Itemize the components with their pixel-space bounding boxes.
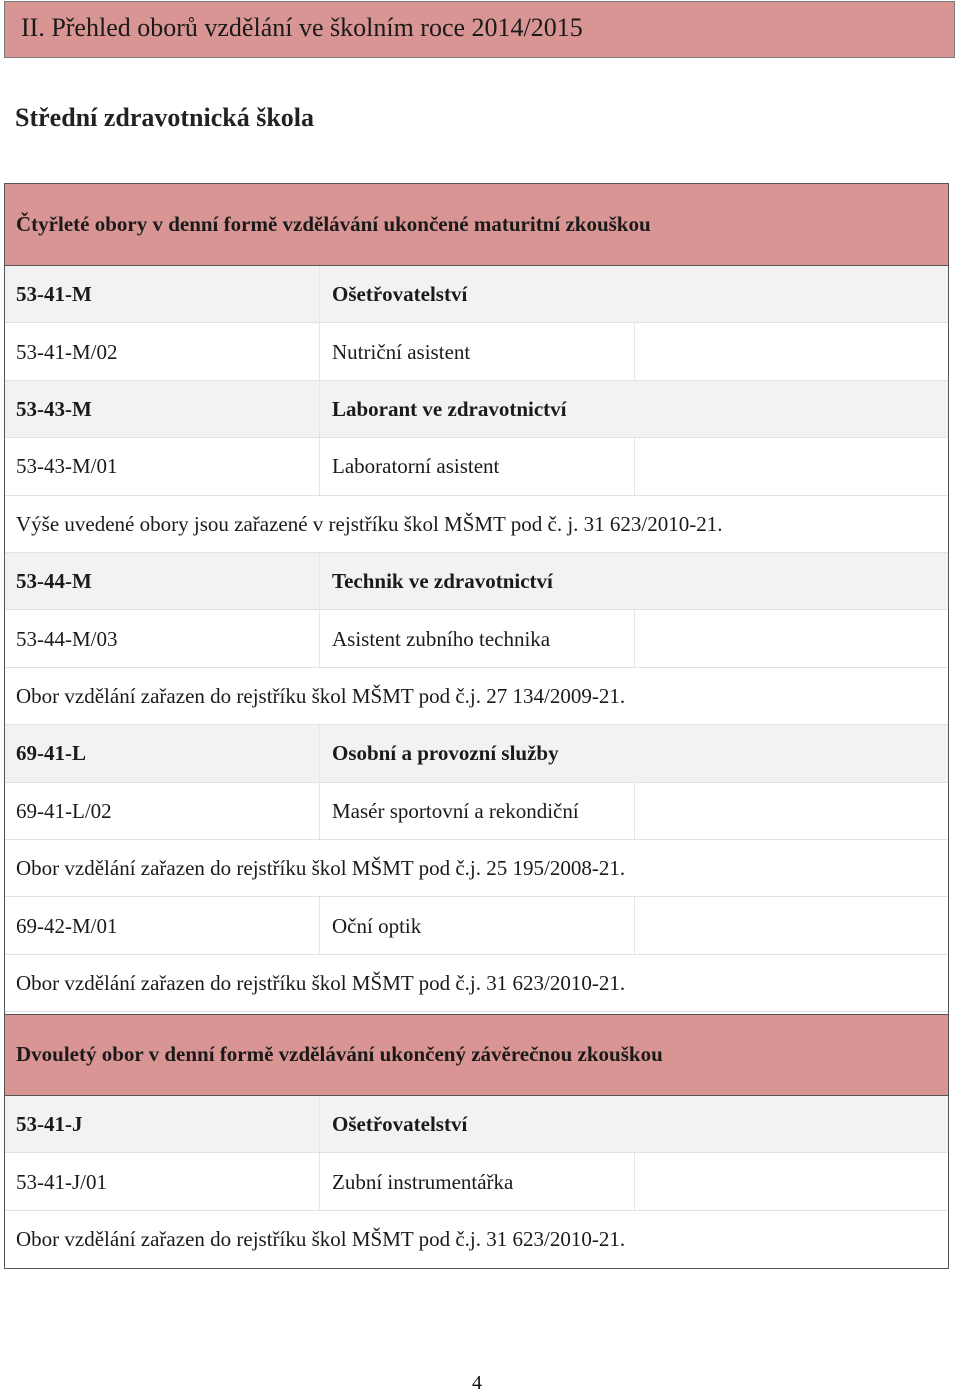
name-cell [319, 725, 634, 781]
program-name: Osobní a provozní služby [332, 741, 559, 766]
two-year-heading-row [5, 1014, 948, 1096]
registry-note-row [5, 496, 948, 553]
name-cell [319, 438, 634, 494]
program-code: 53-44-M/03 [16, 626, 118, 651]
page-number: 4 [472, 1372, 482, 1393]
empty-cell [634, 266, 948, 322]
code-cell [5, 266, 319, 322]
name-cell [319, 266, 634, 322]
name-cell [319, 1153, 634, 1209]
name-cell [319, 783, 634, 839]
program-code: 53-43-M [16, 396, 92, 421]
program-name: Nutriční asistent [332, 339, 471, 364]
four-year-heading: Čtyřleté obory v denní formě vzdělávání ukončené maturitní zkouškou [16, 212, 651, 236]
code-cell [5, 1153, 319, 1209]
program-name: Laboratorní asistent [332, 454, 500, 479]
table-row [5, 1153, 948, 1210]
registry-note: Obor vzdělání zařazen do rejstříku škol MŠMT pod č.j. 27 134/2009-21. [16, 683, 626, 708]
empty-cell [634, 725, 948, 781]
empty-cell [634, 897, 948, 953]
empty-cell [634, 1096, 948, 1152]
program-code: 53-41-M/02 [16, 339, 118, 364]
code-cell [5, 610, 319, 666]
code-cell [5, 783, 319, 839]
program-code: 53-43-M/01 [16, 454, 118, 479]
program-name: Ošetřovatelství [332, 1112, 468, 1137]
code-cell [5, 725, 319, 781]
registry-note: Výše uvedené obory jsou zařazené v rejstříku škol MŠMT pod č. j. 31 623/2010-21. [16, 511, 723, 536]
program-name: Masér sportovní a rekondiční [332, 798, 579, 823]
table-row [5, 438, 948, 495]
registry-note-row [5, 955, 948, 1012]
registry-note-row [5, 1211, 948, 1268]
two-year-heading: Dvouletý obor v denní formě vzdělávání ukončený závěrečnou zkouškou [16, 1042, 663, 1066]
code-cell [5, 438, 319, 494]
table-row [5, 783, 948, 840]
empty-cell [634, 323, 948, 379]
program-code: 53-41-M [16, 282, 92, 307]
program-code: 53-41-J/01 [16, 1169, 107, 1194]
program-name: Zubní instrumentářka [332, 1169, 514, 1194]
program-code: 69-42-M/01 [16, 913, 118, 938]
program-name: Laborant ve zdravotnictví [332, 396, 567, 421]
code-cell [5, 323, 319, 379]
section-title-bar [4, 1, 955, 58]
table-row [5, 610, 948, 667]
name-cell [319, 381, 634, 437]
empty-cell [634, 381, 948, 437]
registry-note: Obor vzdělání zařazen do rejstříku škol MŠMT pod č.j. 31 623/2010-21. [16, 1227, 626, 1252]
program-code: 69-41-L/02 [16, 798, 112, 823]
program-name: Asistent zubního technika [332, 626, 551, 651]
table-row [5, 323, 948, 380]
table-row [5, 1096, 948, 1153]
code-cell [5, 553, 319, 609]
empty-cell [634, 610, 948, 666]
table-row [5, 266, 948, 323]
program-name: Oční optik [332, 913, 422, 938]
registry-note: Obor vzdělání zařazen do rejstříku škol MŠMT pod č.j. 25 195/2008-21. [16, 856, 626, 881]
table-row [5, 725, 948, 782]
table-row [5, 381, 948, 438]
section-title: II. Přehled oborů vzdělání ve školním roce 2014/2015 [21, 13, 583, 42]
program-code: 53-44-M [16, 569, 92, 594]
name-cell [319, 897, 634, 953]
empty-cell [634, 438, 948, 494]
code-cell [5, 1096, 319, 1152]
school-name: Střední zdravotnická škola [15, 103, 315, 132]
program-name: Ošetřovatelství [332, 282, 468, 307]
four-year-heading-row [5, 184, 948, 266]
name-cell [319, 553, 634, 609]
name-cell [319, 323, 634, 379]
empty-cell [634, 1153, 948, 1209]
program-code: 53-41-J [16, 1112, 83, 1137]
name-cell [319, 610, 634, 666]
table-row [5, 897, 948, 954]
registry-note-row [5, 668, 948, 725]
study-programs-table [4, 183, 949, 1269]
code-cell [5, 897, 319, 953]
empty-cell [634, 783, 948, 839]
program-name: Technik ve zdravotnictví [332, 569, 553, 594]
name-cell [319, 1096, 634, 1152]
registry-note-row [5, 840, 948, 897]
program-code: 69-41-L [16, 741, 86, 766]
registry-note: Obor vzdělání zařazen do rejstříku škol MŠMT pod č.j. 31 623/2010-21. [16, 970, 626, 995]
empty-cell [634, 553, 948, 609]
table-row [5, 553, 948, 610]
code-cell [5, 381, 319, 437]
